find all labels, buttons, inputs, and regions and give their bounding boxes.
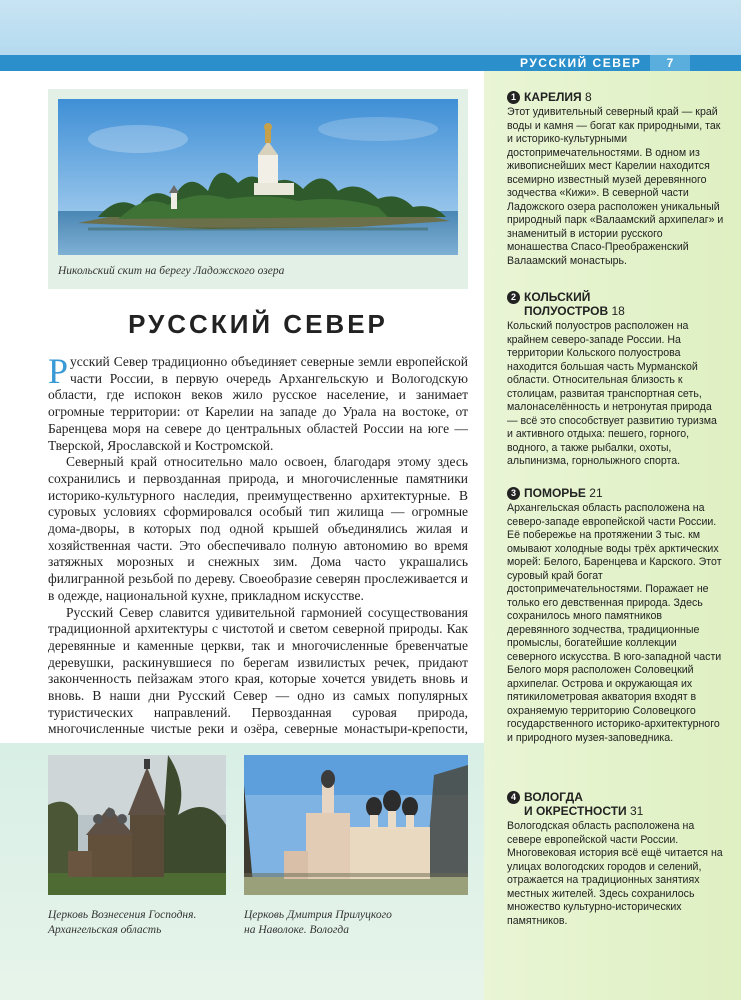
entry-page: 21 [589,486,603,500]
top-photo-caption: Никольский скит на берегу Ладожского озера [58,265,285,277]
entry-title: КОЛЬСКИЙ [524,290,591,304]
sidebar-entry-pomorye [507,486,725,745]
entry-number-badge: 3 [507,487,520,500]
entry-text: Этот удивительный северный край — край воды и камня — богат как природными, так и историко-культурными достопримечательностями. В одном из живописнейших мест Карелии находится всемирно известный музей деревянного зодчества «Кижи». В северной части Ладожского озера расположен уникальный природный парк «Валаамский архипелаг» и знаменитый в истории русского монашества Спасо-Преображенский Валаамский монастырь. [507,106,724,267]
entry-text: Вологодская область расположена на севере европейской части России. Многовековая история всё ещё читается на улицах вологодских городов и селений, отражается на традиционных занятиях местных жителей. Здесь сохранилось множество культурно-исторических памятников. [507,820,723,927]
article-paragraph-3: Русский Север славится удивительной гармонией сосуществования традиционной архитектуры с чистотой и светом северной природы. Как деревянные и каменные церкви, так и многочисленные бревенчатые деревушки, раскинувшиеся по берегам извилистых речек, придают законченность пейзажам этого края, которые хочется увидеть вновь и вновь. В наши дни Русский Север — одно из самых популярных туристических направлений. Первозданная суровая природа, многочисленные чистые реки и озёра, северные монастыри-крепости, [48,604,468,737]
wooden-church-photo [48,755,226,895]
bottom-caption-1-line2: Архангельская область [48,924,162,936]
entry-text: Кольский полуостров расположен на крайнем северо-западе России. На территории Кольского полуострова находится большая часть Мурманской области. Относительная близость к столицам, развитая транспортная сеть, малонаселённость и нетронутая природа — всё это способствует развитию туризма и активного отдыха: пешего, горного, водного, а также рыбалки, охоты, альпинизма, горнолыжного спорта. [507,320,717,467]
sidebar-entry-heading [507,290,725,318]
entry-number-badge: 1 [507,91,520,104]
article-paragraph-1 [48,351,468,454]
sidebar-entry-heading [507,90,725,104]
entry-title-line2: ПОЛУОСТРОВ [524,304,609,318]
article-paragraph-2: Северный край относительно мало освоен, благодаря этому здесь сохранились и первозданная природа, и многочисленные памятники историко-культурного наследия, преимущественно архитектурные. В суровых условиях сформировался особый тип жилища — огромные дома-дворы, в которых под одной крышей объединялись жилая и хозяйственная части. Это обеспечивало полную автономию во время затяжных морозных и снежных зим. Дома часто украшались филигранной резьбой по дереву. Своеобразие северян прослеживается и в одежде, национальной кухне, прикладном искусстве. [48,454,468,603]
entry-text: Архангельская область расположена на северо-западе европейской части России. Её побережье на протяжении 3 тыс. км омывают холодные воды трёх арктических морей: Белого, Баренцева и Карского. Этот суровый край богат достопримечательностями. Поражает не только его девственная природа. Здесь сохранилось много памятников деревянного зодчества, традиционные промыслы, богатейшие коллекции северного искусства. В юго-западной части Белого моря расположен Соловецкий архипелаг. Острова и окружающая их пятикилометровая акватория входят в охраняемую территорию Соловецкого государственного историко-архитектурного и природного музея-заповедника. [507,502,722,744]
sidebar-entry-heading [507,486,725,500]
entry-page: 18 [611,304,625,318]
paragraph-1-text: усский Север традиционно объединяет северные земли европейской части России, в первую очередь Архангельскую и Вологодскую области, где испокон веков жило русское население, и занимает огромные территории: от Карелии на западе до Урала на востоке, от Баренцева моря на севере до центральных областей России на юге — Тверской, Ярославской и Костромской. [48,354,468,453]
section-label: РУССКИЙ СЕВЕР [520,56,642,70]
sidebar-entry-kola [507,290,725,469]
entry-title: ВОЛОГДА [524,790,583,804]
page-number: 7 [666,56,674,70]
bottom-caption-2 [244,908,468,938]
bottom-caption-2-line1: Церковь Дмитрия Прилуцкого [244,909,392,921]
header-band [0,0,741,55]
sidebar-entry-vologda [507,790,725,928]
sidebar-entry-karelia [507,90,725,268]
sidebar-entry-heading [507,790,725,818]
lake-monastery-photo [58,99,458,255]
entry-number-badge: 2 [507,291,520,304]
article-body [48,351,468,788]
drop-cap: Р [48,351,69,391]
bottom-caption-1-line1: Церковь Вознесения Господня. [48,909,197,921]
entry-page: 31 [630,804,644,818]
entry-title: КАРЕЛИЯ [524,90,582,104]
page-title: РУССКИЙ СЕВЕР [128,309,388,339]
top-photo-frame [48,89,468,289]
stone-church-photo [244,755,468,895]
bottom-caption-2-line2: на Наволоке. Вологда [244,924,349,936]
entry-page: 8 [585,90,592,104]
entry-title: ПОМОРЬЕ [524,486,586,500]
bottom-caption-1 [48,908,238,938]
entry-title-line2: И ОКРЕСТНОСТИ [524,804,627,818]
entry-number-badge: 4 [507,791,520,804]
